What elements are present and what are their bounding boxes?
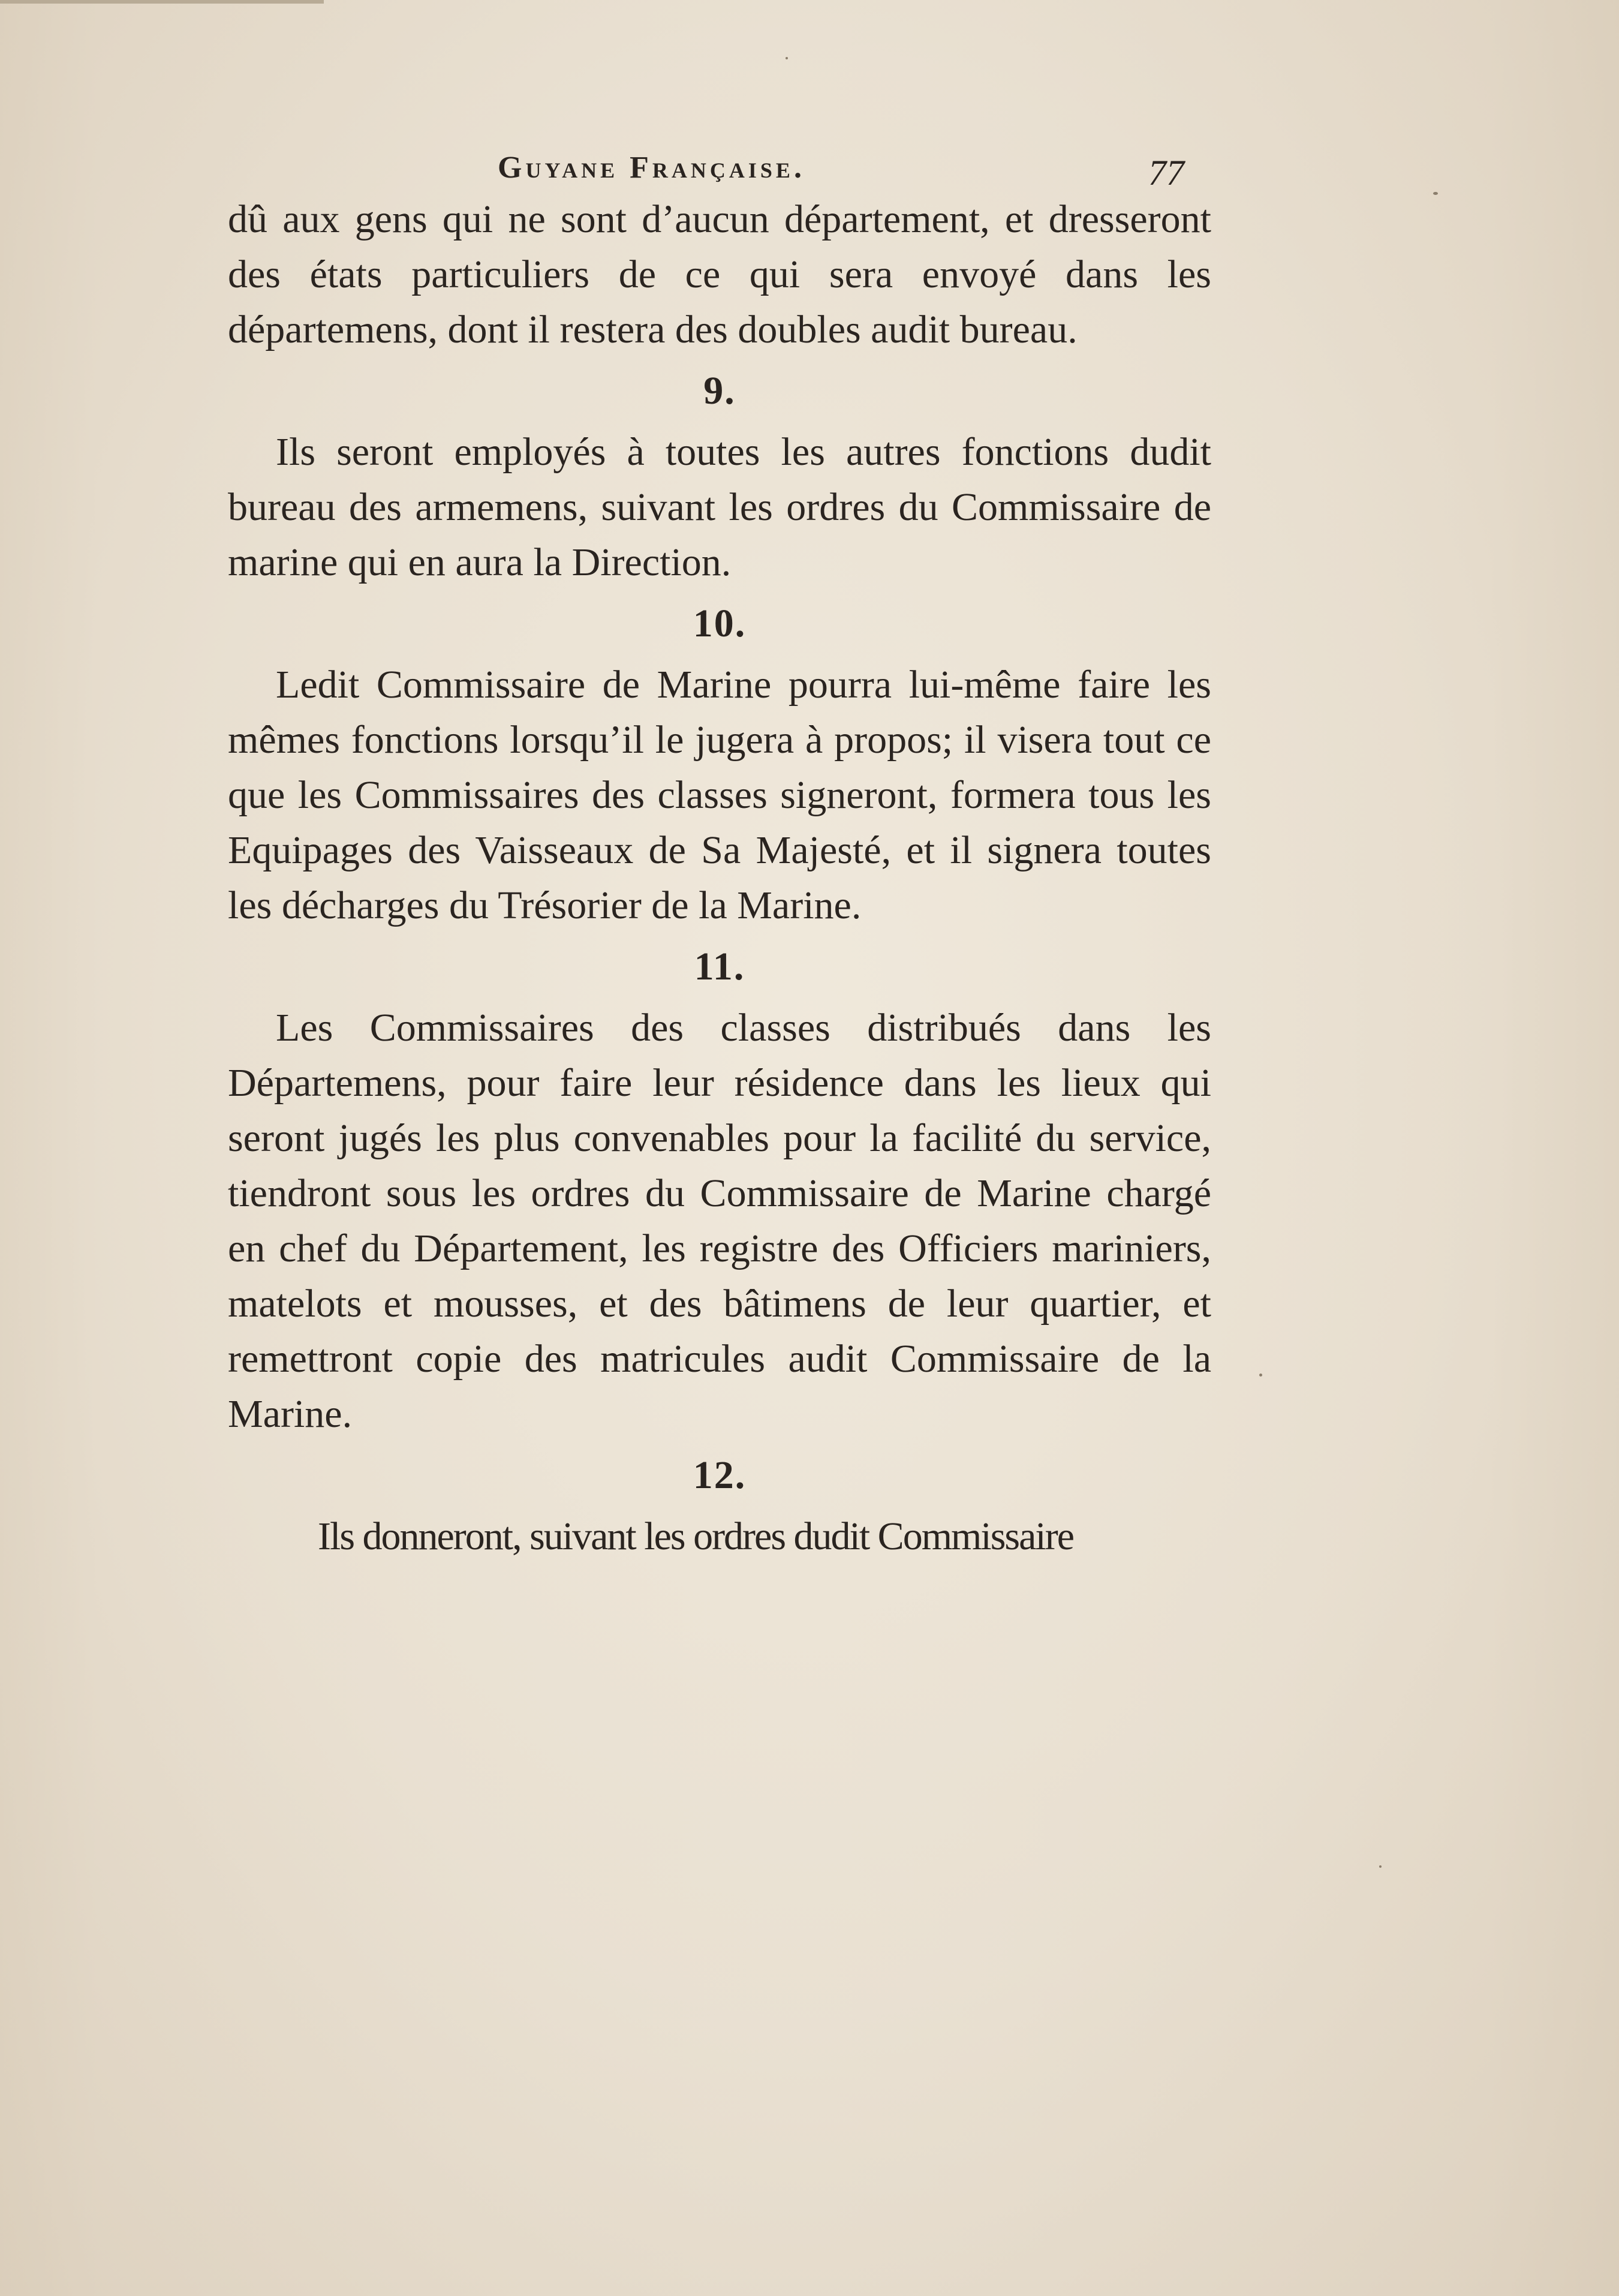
article-9-text: Ils seront employés à toutes les autres fonctions dudit bureau des armemens, suivant les ordres du Commissaire de marine qui en aura la Direction. (228, 430, 1211, 584)
catchline-text: Ils donneront, suivant les ordres dudit Commissaire (318, 1514, 1073, 1558)
page-edge-rule (0, 0, 324, 4)
continuation-paragraph: dû aux gens qui ne sont d’aucun département, et dresseront des états particuliers de ce qui sera envoyé dans les départemens, dont il restera des doubles audit bureau. (228, 197, 1211, 351)
page-header (0, 150, 1619, 198)
article-10-text: Ledit Commissaire de Marine pourra lui-même faire les mêmes fonctions lorsqu’il le jugera à propos; il visera tout ce que les Commissaires des classes signeront, formera tous les Equipages des Vaisseaux de Sa Majesté, et il signera toutes les décharges du Trésorier de la Marine. (228, 663, 1211, 927)
page-number: 77 (1148, 153, 1184, 193)
paper-speck (1259, 1374, 1262, 1377)
running-head: Guyane Française. (498, 151, 805, 185)
article-number-11: 11. (694, 945, 745, 988)
paper-speck (1433, 192, 1438, 195)
article-number-10: 10. (693, 602, 747, 645)
paper-speck (1379, 1865, 1382, 1868)
article-11-text: Les Commissaires des classes distribués dans les Départemens, pour faire leur résidence dans les lieux qui seront jugés les plus convenables pour la facilité du service, tiendront sous les ordres du Commissaire de Marine chargé en chef du Département, les registre des Officiers mariniers, matelots et mousses, et des bâtimens de leur quartier, et remettront copie des matricules audit Commissaire de la Marine. (228, 1006, 1211, 1436)
paper-speck (786, 57, 788, 59)
article-number-9: 9. (703, 369, 736, 413)
body-text (228, 192, 1211, 1564)
article-number-12: 12. (693, 1453, 747, 1497)
